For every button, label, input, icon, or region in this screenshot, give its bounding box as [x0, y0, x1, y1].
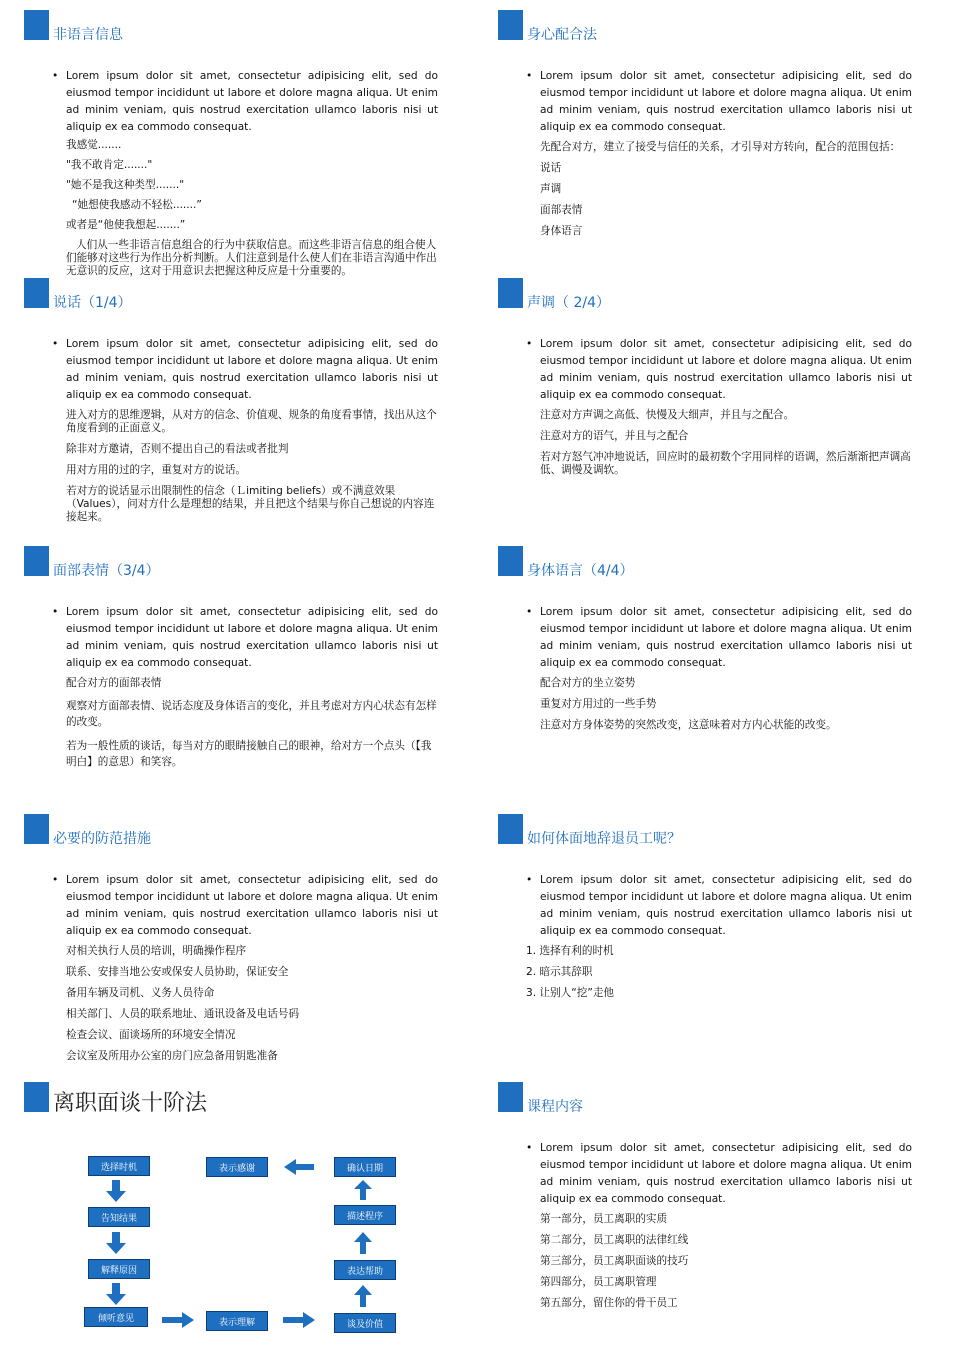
- bullet-mark: •: [526, 874, 533, 886]
- lorem-paragraph: [526, 336, 912, 404]
- item-list: [66, 139, 440, 278]
- slide-title: 如何体面地辞退员工呢？: [527, 831, 681, 847]
- slide-title: 身体语言（4/4）: [527, 563, 634, 579]
- slide-body-language: [474, 536, 954, 804]
- list-item: 第四部分，员工离职管理: [540, 1276, 657, 1288]
- slide-course-contents: [474, 1072, 954, 1352]
- list-item: 2. 暗示其辞职: [526, 966, 593, 978]
- slide-title: 说话（1/4）: [53, 295, 132, 311]
- list-item: 配合对方的面部表情: [66, 677, 162, 689]
- lorem-paragraph: [526, 604, 912, 672]
- item-list: [66, 945, 440, 1071]
- list-item: 注意对方的语气，并且与之配合: [540, 430, 689, 442]
- list-item: "她不是我这种类型.......": [66, 179, 185, 191]
- slide-speech: [0, 268, 480, 536]
- list-item: 观察对方面部表情、说话态度及身体语言的变化，并且考虑对方内心状态有怎样的改变。: [66, 700, 437, 728]
- list-item: 说话: [540, 162, 562, 174]
- list-item: 相关部门、人员的联系地址、通讯设备及电话号码: [66, 1008, 300, 1020]
- title-accent-bar: [498, 278, 523, 308]
- list-item: 若对方的说话显示出限制性的信念（Ｌimiting beliefs）或不满意效果（Values），问对方什么是理想的结果，并且把这个结果与你自己想说的内容连接起来。: [66, 485, 435, 523]
- list-item: 会议室及所用办公室的房门应急备用钥匙准备: [66, 1050, 278, 1062]
- lorem-paragraph: [52, 68, 438, 136]
- arrow-up-icon: [354, 1285, 372, 1307]
- flow-node-listen-opinion: 倾听意见: [84, 1307, 148, 1327]
- arrow-right-icon: [283, 1312, 315, 1328]
- title-accent-bar: [24, 814, 49, 844]
- list-item: 配合对方的坐立姿势: [540, 677, 636, 689]
- flow-node-describe-procedure: 描述程序: [334, 1205, 396, 1225]
- lorem-text: Lorem ipsum dolor sit amet, consectetur adipisicing elit, sed do eiusmod tempor incididunt ut labore et dolore magna aliqua. Ut enim ad minim veniam, quis nostrud exercitation ullamco laboris nisi ut aliquip ex ea commodo consequat.: [66, 606, 438, 669]
- list-item: 联系、安排当地公安或保安人员协助，保证安全: [66, 966, 289, 978]
- list-item: 第一部分，员工离职的实质: [540, 1213, 668, 1225]
- item-list: [540, 1213, 914, 1318]
- slide-body-mind: [474, 0, 954, 268]
- flow-node-express-thanks: 表示感谢: [206, 1157, 268, 1177]
- title-accent-bar: [498, 1082, 523, 1112]
- title-accent-bar: [498, 814, 523, 844]
- lorem-text: Lorem ipsum dolor sit amet, consectetur adipisicing elit, sed do eiusmod tempor incididunt ut labore et dolore magna aliqua. Ut enim ad minim veniam, quis nostrud exercitation ullamco laboris nisi ut aliquip ex ea commodo consequat.: [540, 1142, 912, 1205]
- flow-node-show-understanding: 表示理解: [206, 1311, 268, 1331]
- slide-dismissal: [474, 804, 954, 1072]
- item-list: [540, 409, 914, 485]
- slide-title: 必要的防范措施: [53, 831, 151, 847]
- bullet-mark: •: [526, 1142, 533, 1154]
- list-item: 我感觉.......: [66, 139, 122, 151]
- list-item: 第三部分，员工离职面谈的技巧: [540, 1255, 689, 1267]
- bullet-mark: •: [52, 70, 59, 82]
- item-list: [540, 677, 914, 740]
- arrow-down-icon: [106, 1232, 126, 1254]
- lorem-paragraph: [526, 872, 912, 940]
- slide-title: 声调（ 2/4）: [527, 295, 610, 311]
- arrow-right-icon: [162, 1312, 194, 1328]
- list-item: 第二部分，员工离职的法律红线: [540, 1234, 689, 1246]
- slide-facial: [0, 536, 480, 804]
- flow-node-explain-reason: 解释原因: [88, 1259, 150, 1279]
- slide-title: 非语言信息: [53, 27, 123, 43]
- list-item: 声调: [540, 183, 562, 195]
- slide-ten-steps: [0, 1072, 480, 1352]
- arrow-up-icon: [354, 1180, 372, 1200]
- list-item: 面部表情: [540, 204, 583, 216]
- lorem-text: Lorem ipsum dolor sit amet, consectetur adipisicing elit, sed do eiusmod tempor incididunt ut labore et dolore magna aliqua. Ut enim ad minim veniam, quis nostrud exercitation ullamco laboris nisi ut aliquip ex ea commodo consequat.: [540, 606, 912, 669]
- flow-node-offer-help: 表达帮助: [334, 1260, 396, 1280]
- list-item: 若为一般性质的谈话，每当对方的眼睛接触自己的眼神，给对方一个点头（【我明白】的意思）和笑容。: [66, 740, 432, 768]
- slide-title: 离职面谈十阶法: [53, 1091, 208, 1116]
- bullet-mark: •: [526, 606, 533, 618]
- list-item: 或者是“他使我想起.......”: [66, 219, 186, 231]
- slide-title: 课程内容: [527, 1099, 583, 1115]
- lorem-paragraph: [52, 872, 438, 940]
- lorem-paragraph: [526, 1140, 912, 1208]
- list-item: 先配合对方，建立了接受与信任的关系，才引导对方转向，配合的范围包括：: [540, 141, 901, 153]
- list-item: 重复对方用过的一些手势: [540, 698, 657, 710]
- list-item: “她想使我感动不轻松.......”: [72, 199, 202, 211]
- flow-node-confirm-date: 确认日期: [334, 1157, 396, 1177]
- title-accent-bar: [24, 546, 49, 576]
- title-accent-bar: [24, 10, 49, 40]
- list-item: 注意对方声调之高低、快慢及大细声，并且与之配合。: [540, 409, 795, 421]
- list-item: 用对方用的过的字，重复对方的说话。: [66, 464, 247, 476]
- lorem-text: Lorem ipsum dolor sit amet, consectetur adipisicing elit, sed do eiusmod tempor incididunt ut labore et dolore magna aliqua. Ut enim ad minim veniam, quis nostrud exercitation ullamco laboris nisi ut aliquip ex ea commodo consequat.: [540, 338, 912, 401]
- lorem-text: Lorem ipsum dolor sit amet, consectetur adipisicing elit, sed do eiusmod tempor incididunt ut labore et dolore magna aliqua. Ut enim ad minim veniam, quis nostrud exercitation ullamco laboris nisi ut aliquip ex ea commodo consequat.: [540, 874, 912, 937]
- lorem-text: Lorem ipsum dolor sit amet, consectetur adipisicing elit, sed do eiusmod tempor incididunt ut labore et dolore magna aliqua. Ut enim ad minim veniam, quis nostrud exercitation ullamco laboris nisi ut aliquip ex ea commodo consequat.: [66, 70, 438, 133]
- arrow-left-icon: [284, 1159, 314, 1175]
- arrow-down-icon: [106, 1180, 126, 1202]
- lorem-paragraph: [526, 68, 912, 136]
- arrow-down-icon: [106, 1283, 126, 1305]
- bullet-mark: •: [52, 338, 59, 350]
- bullet-mark: •: [526, 338, 533, 350]
- slide-title: 面部表情（3/4）: [53, 563, 160, 579]
- flow-node-choose-timing: 选择时机: [88, 1156, 150, 1176]
- list-item: 除非对方邀请，否则不提出自己的看法或者批判: [66, 443, 289, 455]
- title-accent-bar: [24, 278, 49, 308]
- slide-nonverbal: [0, 0, 480, 277]
- lorem-text: Lorem ipsum dolor sit amet, consectetur adipisicing elit, sed do eiusmod tempor incididunt ut labore et dolore magna aliqua. Ut enim ad minim veniam, quis nostrud exercitation ullamco laboris nisi ut aliquip ex ea commodo consequat.: [66, 338, 438, 401]
- slide-tone: [474, 268, 954, 536]
- list-item: "我不敢肯定.......": [66, 159, 153, 171]
- bullet-mark: •: [52, 874, 59, 886]
- bullet-mark: •: [52, 606, 59, 618]
- list-item: 检查会议、面谈场所的环境安全情况: [66, 1029, 236, 1041]
- bullet-mark: •: [526, 70, 533, 82]
- list-item: 身体语言: [540, 225, 583, 237]
- list-item: 3. 让别人“挖”走他: [526, 987, 615, 999]
- list-item: 备用车辆及司机、义务人员待命: [66, 987, 215, 999]
- item-list: [66, 677, 440, 778]
- flow-node-discuss-value: 谈及价值: [334, 1313, 396, 1333]
- title-accent-bar: [498, 10, 523, 40]
- item-list: [526, 945, 900, 1008]
- flow-node-inform-result: 告知结果: [88, 1207, 150, 1227]
- list-item: 若对方怒气冲冲地说话，回应时的最初数个字用同样的语调，然后渐渐把声调高低、调慢及调软。: [540, 451, 911, 476]
- title-accent-bar: [24, 1082, 49, 1112]
- slide-title: 身心配合法: [527, 27, 597, 43]
- list-item: 注意对方身体姿势的突然改变，这意味着对方内心状能的改变。: [540, 719, 837, 731]
- arrow-up-icon: [354, 1232, 372, 1254]
- lorem-paragraph: [52, 336, 438, 404]
- lorem-paragraph: [52, 604, 438, 672]
- list-item: 1. 选择有利的时机: [526, 945, 614, 957]
- item-list: [540, 141, 914, 246]
- lorem-text: Lorem ipsum dolor sit amet, consectetur adipisicing elit, sed do eiusmod tempor incididunt ut labore et dolore magna aliqua. Ut enim ad minim veniam, quis nostrud exercitation ullamco laboris nisi ut aliquip ex ea commodo consequat.: [540, 70, 912, 133]
- list-item: 对相关执行人员的培训，明确操作程序: [66, 945, 247, 957]
- list-item: 第五部分，留住你的骨干员工: [540, 1297, 678, 1309]
- slide-precautions: [0, 804, 480, 1072]
- title-accent-bar: [498, 546, 523, 576]
- lorem-text: Lorem ipsum dolor sit amet, consectetur adipisicing elit, sed do eiusmod tempor incididunt ut labore et dolore magna aliqua. Ut enim ad minim veniam, quis nostrud exercitation ullamco laboris nisi ut aliquip ex ea commodo consequat.: [66, 874, 438, 937]
- body-paragraph: 人们从一些非语言信息组合的行为中获取信息。而这些非语言信息的组合使人们能够对这些行为作出分析判断。人们注意到是什么使人们在非语言沟通中作出无意识的反应，这对于用意识去把握这种反应是十分重要的。: [66, 239, 437, 277]
- item-list: [66, 409, 440, 532]
- list-item: 进入对方的思维逻辑，从对方的信念、价值观、规条的角度看事情，找出从这个角度看到的正面意义。: [66, 409, 437, 434]
